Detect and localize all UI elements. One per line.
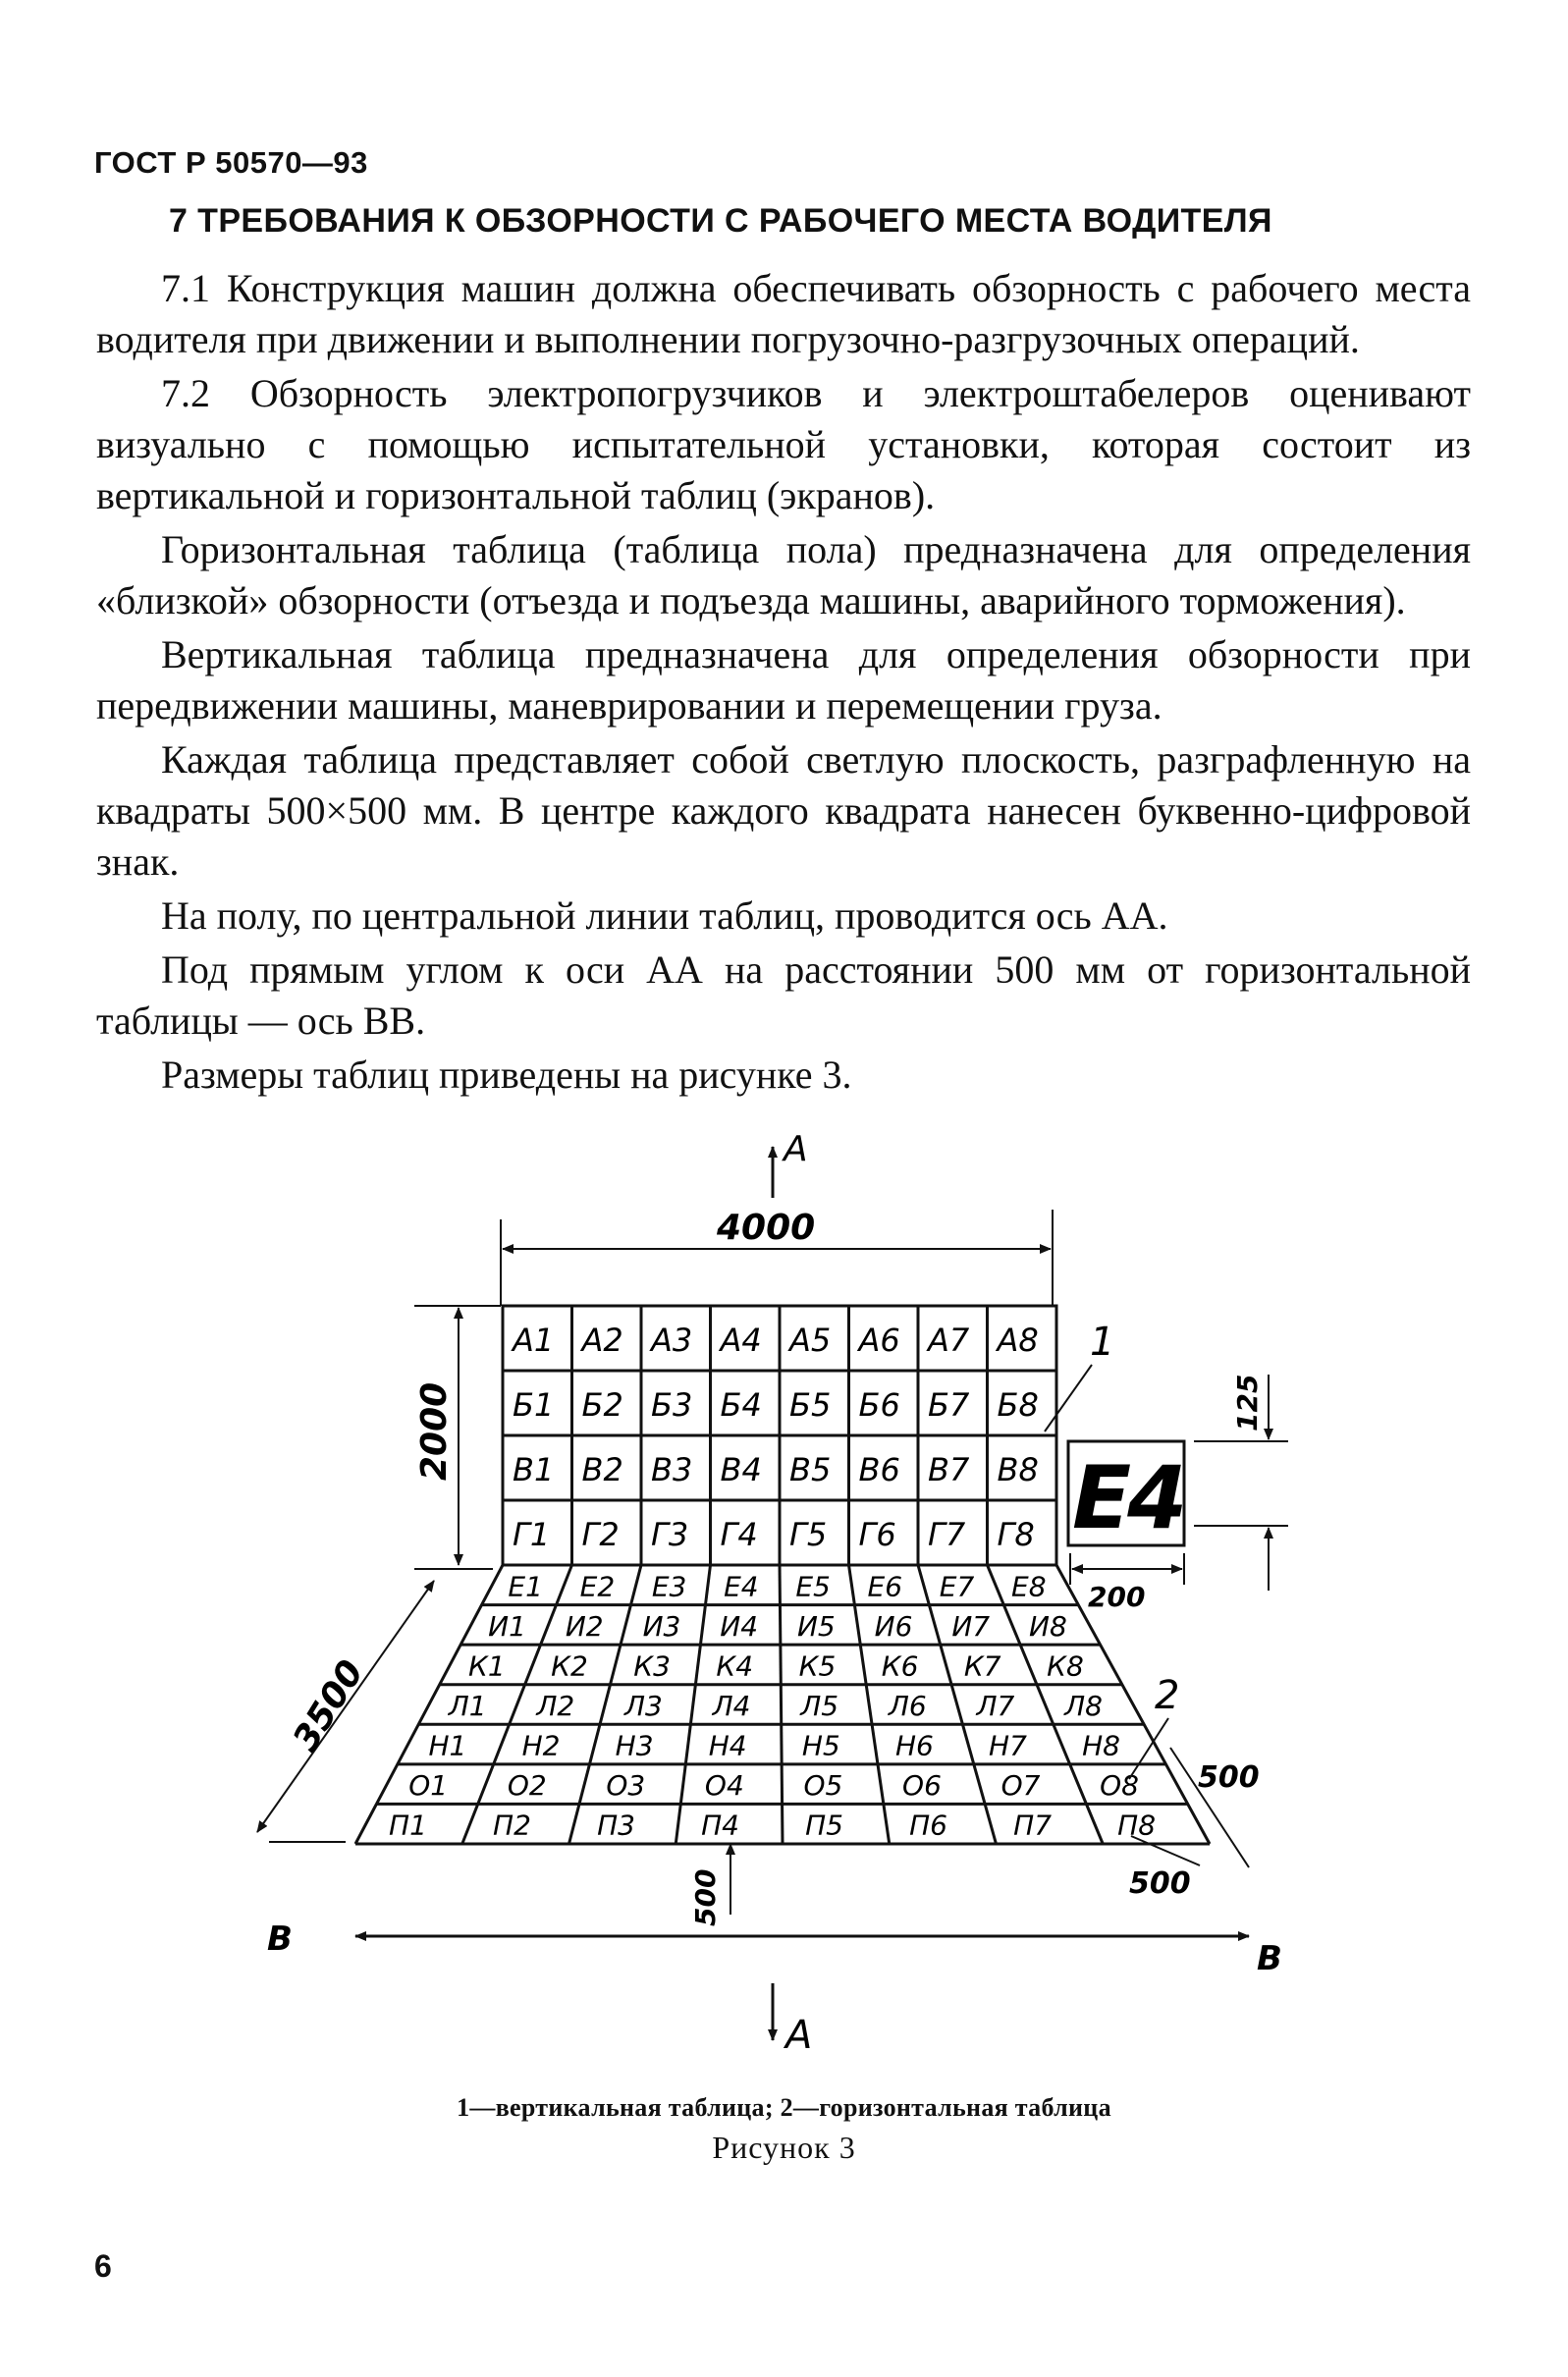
paragraph-axis-bb: Под прямым углом к оси АА на расстоянии 500 мм от горизонтальной таблицы — ось ВВ. [96, 947, 1471, 1043]
floor-cell-label: Н5 [801, 1729, 840, 1762]
vertical-table [503, 1306, 1056, 1565]
dimension-offset [689, 1844, 730, 1926]
vertical-cell-label: Г8 [997, 1516, 1035, 1553]
floor-cell-label: П6 [909, 1809, 948, 1842]
vertical-cell-label: Г7 [928, 1516, 966, 1553]
dimension-width-label: 4000 [717, 1208, 816, 1248]
vertical-cell-label: В5 [789, 1451, 832, 1488]
vertical-cell-label: Б5 [789, 1386, 832, 1424]
figure-label: Рисунок 3 [712, 2130, 856, 2165]
floor-cell-label: К1 [467, 1649, 506, 1683]
floor-grid-line [780, 1565, 783, 1844]
floor-cell-label: К5 [798, 1649, 837, 1683]
floor-cell-label: Н4 [708, 1729, 747, 1762]
floor-grid-line [849, 1565, 890, 1844]
floor-cell-label: И7 [951, 1609, 991, 1643]
floor-cell-label: Е1 [508, 1570, 543, 1603]
dimension-height-label: 2000 [414, 1381, 455, 1481]
floor-cell-label: П8 [1117, 1809, 1157, 1842]
axis-a-top-label: А [784, 1129, 808, 1169]
floor-cell-label: О5 [803, 1769, 843, 1803]
dimension-offset-label: 500 [689, 1868, 722, 1926]
callout-2-label: 2 [1155, 1673, 1180, 1718]
axis-b-right-label: В [1257, 1939, 1282, 1978]
floor-cell-label: Е4 [724, 1570, 759, 1603]
vertical-cell-label: Б8 [997, 1386, 1039, 1424]
floor-grid-line [676, 1565, 710, 1844]
floor-cell-label: Л8 [1064, 1690, 1103, 1722]
vertical-cell-label: Б1 [513, 1386, 555, 1424]
dimension-cell-right-label: 500 [1198, 1760, 1260, 1795]
vertical-cell-label: Г3 [651, 1516, 689, 1553]
vertical-cell-label: Г5 [789, 1516, 828, 1553]
floor-cell-label: К7 [963, 1649, 1001, 1683]
floor-cell-label: К3 [633, 1649, 671, 1683]
floor-cell-label: О1 [408, 1769, 449, 1803]
floor-cell-label: О8 [1100, 1769, 1139, 1803]
vertical-cell-label: А8 [997, 1322, 1039, 1359]
floor-cell-label: Н2 [521, 1729, 561, 1762]
floor-cell-label: И2 [565, 1609, 604, 1643]
dimension-width [501, 1208, 1053, 1306]
floor-cell-label: Л7 [976, 1690, 1015, 1722]
vertical-cell-label: В4 [720, 1451, 762, 1488]
floor-cell-label: О7 [1000, 1769, 1041, 1803]
dimension-sign-height-label: 125 [1231, 1374, 1264, 1432]
vertical-cell-label: Б3 [651, 1386, 693, 1424]
figure-3 [228, 1119, 1337, 2086]
floor-cell-label: К4 [716, 1649, 754, 1683]
floor-cell-label: Л5 [800, 1690, 839, 1722]
floor-cell-label: О3 [606, 1769, 646, 1803]
floor-cell-label: Е6 [867, 1570, 903, 1603]
vertical-cell-label: В7 [928, 1451, 970, 1488]
floor-cell-label: И5 [796, 1609, 836, 1643]
vertical-cell-label: В2 [581, 1451, 623, 1488]
horizontal-table [355, 1565, 1210, 1844]
floor-cell-label: П4 [701, 1809, 739, 1842]
axis-a-bottom [773, 1983, 812, 2058]
floor-cell-label: П3 [597, 1809, 635, 1842]
page-number: 6 [94, 2248, 112, 2284]
floor-cell-label: Н8 [1082, 1729, 1120, 1762]
floor-cell-label: К6 [881, 1649, 919, 1683]
axis-a-bottom-label: А [785, 2013, 813, 2058]
floor-cell-label: Е8 [1011, 1570, 1047, 1603]
document-header: ГОСТ Р 50570—93 [94, 145, 368, 180]
sign-sample: Е4 [1072, 1447, 1184, 1548]
floor-cell-label: П5 [805, 1809, 843, 1842]
paragraph-7-1: 7.1 Конструкция машин должна обеспечивать обзорность с рабочего места водителя при движении и выполнении погрузочно-разгрузочных операций. [96, 266, 1471, 361]
section-title: 7 ТРЕБОВАНИЯ К ОБЗОРНОСТИ С РАБОЧЕГО МЕСТА ВОДИТЕЛЯ [169, 202, 1272, 240]
vertical-cell-label: А5 [789, 1322, 832, 1359]
floor-cell-label: Е2 [579, 1570, 616, 1603]
vertical-cell-label: Г4 [720, 1516, 758, 1553]
floor-cell-label: К2 [551, 1649, 588, 1683]
axis-b-left-label: В [267, 1919, 293, 1959]
dimension-cell-bottom-label: 500 [1129, 1866, 1191, 1901]
floor-cell-label: И3 [642, 1609, 681, 1643]
vertical-cell-label: В3 [651, 1451, 693, 1488]
floor-cell-label: О4 [704, 1769, 744, 1803]
floor-cell-label: Н7 [989, 1729, 1027, 1762]
vertical-cell-label: А1 [513, 1322, 555, 1359]
floor-cell-label: П7 [1013, 1809, 1053, 1842]
floor-cell-label: Л2 [536, 1690, 575, 1722]
vertical-cell-label: В6 [858, 1451, 900, 1488]
vertical-cell-label: Г2 [581, 1516, 620, 1553]
floor-cell-label: Е7 [939, 1570, 975, 1603]
paragraph-7-2: 7.2 Обзорность электропогрузчиков и электроштабелеров оценивают визуально с помощью испытательной установки, которая состоит из вертикальной и горизонтальной таблиц (экранов). [96, 371, 1471, 517]
vertical-cell-label: Б6 [858, 1386, 900, 1424]
sign-detail [1068, 1375, 1288, 1613]
floor-cell-label: Н3 [615, 1729, 654, 1762]
vertical-cell-label: В1 [513, 1451, 555, 1488]
paragraph-axis-aa: На полу, по центральной линии таблиц, проводится ось АА. [161, 893, 1168, 938]
paragraph-vertical-table: Вертикальная таблица предназначена для определения обзорности при передвижении машины, маневрировании и перемещении груза. [96, 632, 1471, 728]
vertical-cell-label: Б7 [928, 1386, 970, 1424]
vertical-cell-label: А3 [651, 1322, 693, 1359]
floor-cell-label: П2 [493, 1809, 531, 1842]
axis-a-top [773, 1129, 808, 1198]
paragraph-dimensions: Размеры таблиц приведены на рисунке 3. [161, 1053, 852, 1097]
paragraph-horizontal-table: Горизонтальная таблица (таблица пола) предназначена для определения «близкой» обзорности (отъезда и подъезда машины, аварийного торможения). [96, 527, 1471, 622]
floor-cell-label: Л4 [712, 1690, 751, 1722]
figure-caption: 1—вертикальная таблица; 2—горизонтальная таблица [457, 2093, 1111, 2122]
floor-cell-label: И1 [488, 1609, 526, 1643]
dimension-depth-label: 3500 [285, 1653, 372, 1758]
floor-cell-label: К8 [1047, 1649, 1084, 1683]
vertical-cell-label: А6 [858, 1322, 900, 1359]
floor-cell-label: Л3 [623, 1690, 663, 1722]
vertical-cell-label: А4 [720, 1322, 762, 1359]
figure-3-drawing [228, 1119, 1337, 2081]
floor-cell-label: Л1 [448, 1690, 487, 1722]
dimension-sign-width-label: 200 [1088, 1581, 1146, 1613]
vertical-cell-label: Б2 [581, 1386, 623, 1424]
callout-1-label: 1 [1090, 1320, 1115, 1365]
floor-cell-label: О2 [507, 1769, 547, 1803]
floor-cell-label: Е3 [651, 1570, 687, 1603]
floor-cell-label: И4 [720, 1609, 759, 1643]
floor-cell-label: Н1 [428, 1729, 467, 1762]
floor-cell-label: Л6 [888, 1690, 927, 1722]
vertical-cell-label: А7 [928, 1322, 970, 1359]
dimension-height [414, 1306, 501, 1565]
floor-cell-label: О6 [902, 1769, 942, 1803]
vertical-cell-label: В8 [997, 1451, 1039, 1488]
floor-cell-label: Н6 [894, 1729, 934, 1762]
vertical-cell-label: А2 [581, 1322, 623, 1359]
floor-cell-label: И6 [874, 1609, 913, 1643]
body-text [96, 263, 1471, 1104]
vertical-cell-label: Б4 [720, 1386, 762, 1424]
axis-b [267, 1919, 1282, 1978]
floor-cell-label: Е5 [795, 1570, 831, 1603]
floor-cell-label: И8 [1029, 1609, 1067, 1643]
floor-cell-label: П1 [389, 1809, 427, 1842]
vertical-cell-label: Г1 [513, 1516, 551, 1553]
vertical-cell-label: Г6 [858, 1516, 896, 1553]
paragraph-grid: Каждая таблица представляет собой светлую плоскость, разграфленную на квадраты 500×500 мм. В центре каждого квадрата нанесен буквенно-цифровой знак. [96, 737, 1471, 884]
